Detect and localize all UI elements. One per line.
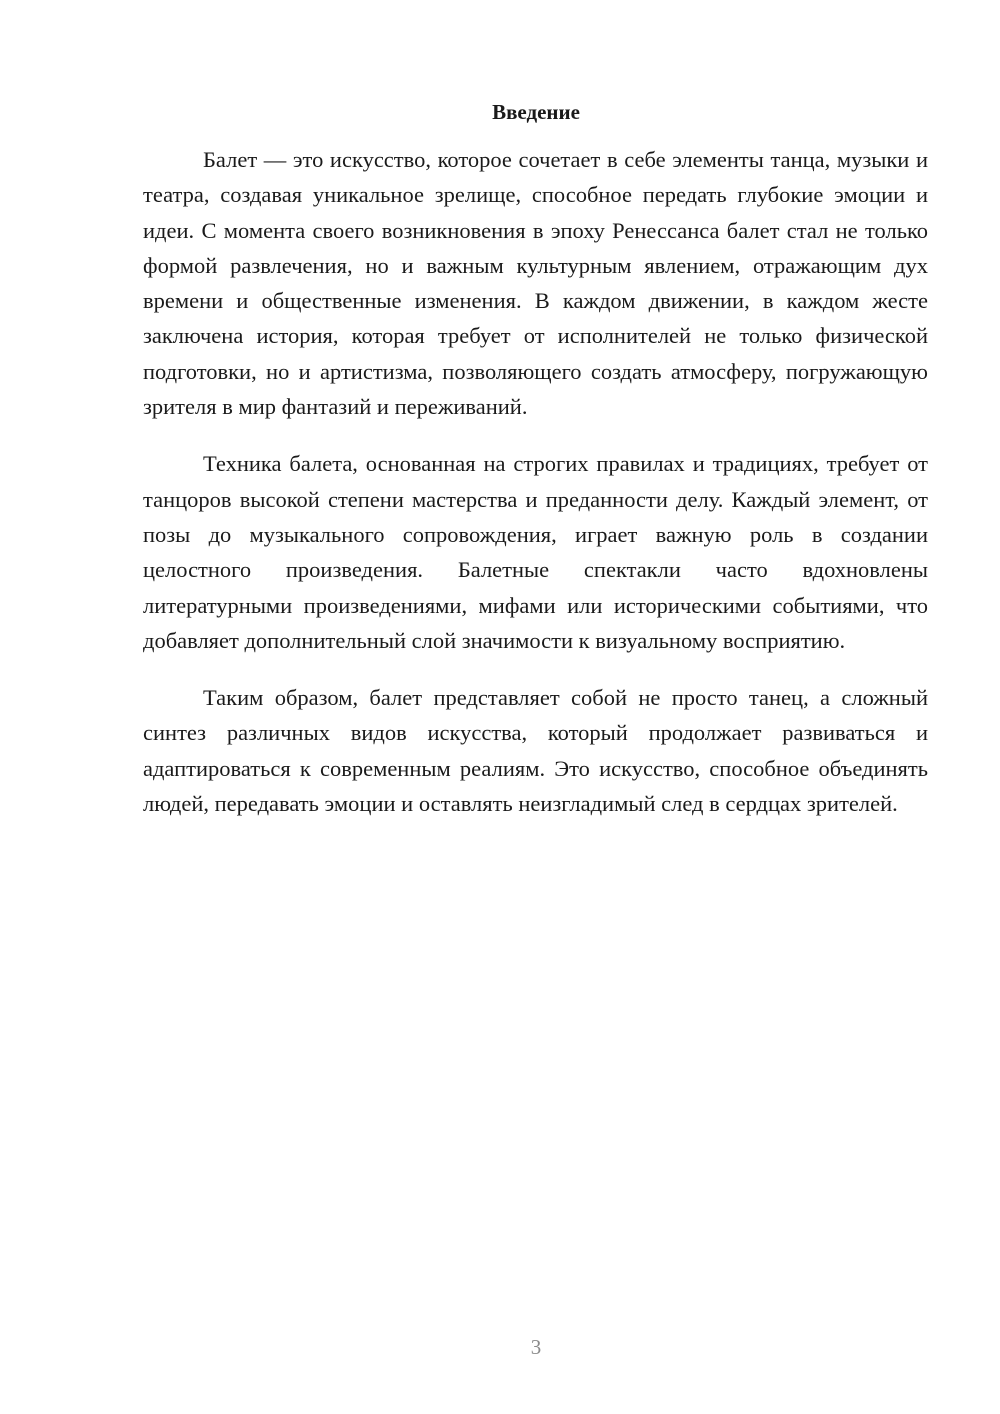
- page-title: Введение: [492, 100, 580, 124]
- paragraph-2: Техника балета, основанная на строгих правилах и традициях, требует от танцоров высокой степени мастерства и преданности делу. Каждый элемент, от позы до музыкального сопровождения, играет важную роль в создании целостного произведения. Балетные спектакли часто вдохновлены литературными произведениями, мифами или историческими событиями, что добавляет дополнительный слой значимости к визуальному восприятию.: [143, 451, 928, 653]
- body-text: [143, 142, 928, 843]
- paragraph-3: Таким образом, балет представляет собой не просто танец, а сложный синтез различных видов искусства, который продолжает развиваться и адаптироваться к современным реалиям. Это искусство, способное объединять людей, передавать эмоции и оставлять неизгладимый след в сердцах зрителей.: [143, 685, 928, 817]
- page-number: 3: [530, 1335, 542, 1359]
- paragraph-1: Балет — это искусство, которое сочетает в себе элементы танца, музыки и театра, создавая уникальное зрелище, способное передать глубокие эмоции и идеи. С момента своего возникновения в эпоху Ренессанса балет стал не только формой развлечения, но и важным культурным явлением, отражающим дух времени и общественные изменения. В каждом движении, в каждом жесте заключена история, которая требует от исполнителей не только физической подготовки, но и артистизма, позволяющего создать атмосферу, погружающую зрителя в мир фантазий и переживаний.: [143, 147, 928, 420]
